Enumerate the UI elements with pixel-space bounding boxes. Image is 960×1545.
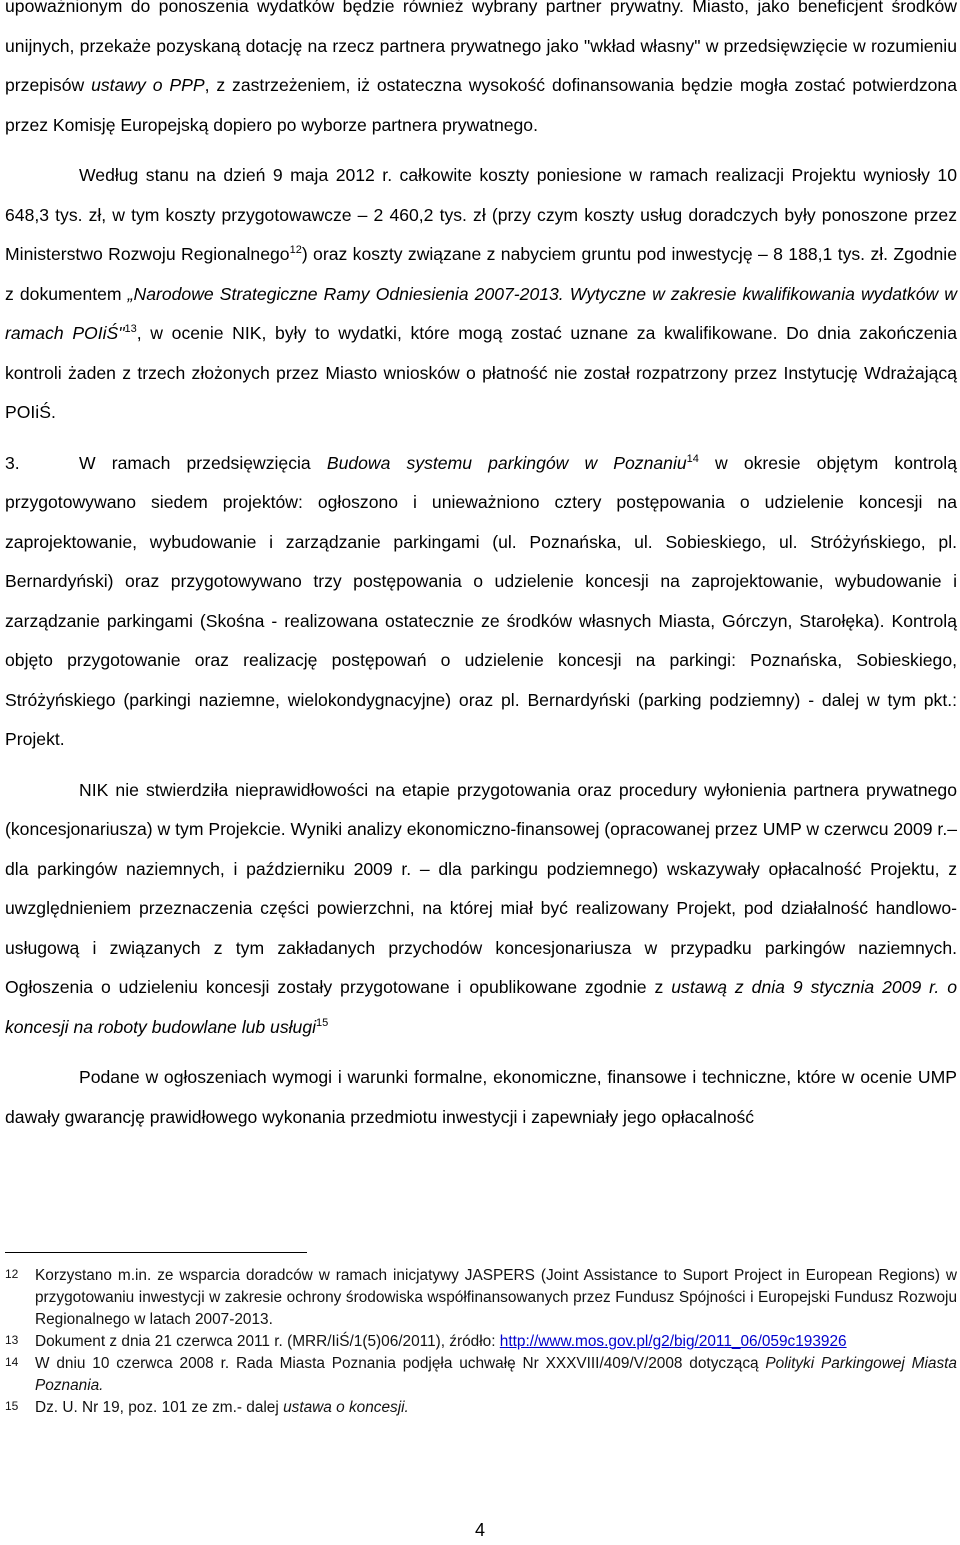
paragraph-requirements [5,1058,957,1137]
footnote-number: 13 [5,1333,19,1347]
footnote-15 [5,1397,957,1419]
text-run: ) oraz koszty związane z nabyciem gruntu pod inwestycję – 8 188,1 tys. zł. Zgodnie z dokumentem [5,244,957,304]
footnote-text-run: Dokument z dnia 21 czerwca 2011 r. (MRR/IiŚ/1(5)06/2011), źródło: [35,1333,500,1350]
paragraph-project-costs [5,156,957,433]
footnote-text: Korzystano m.in. ze wsparcia doradców w ramach inicjatywy JASPERS (Joint Assistance to Suport Project in European Regions) w przygotowaniu inwestycji w zakresie ochrony środowiska współfinansowanych przez Fundusz Spójności i Europejski Fundusz Rozwoju Regionalnego w latach 2007-2013. [35,1267,957,1328]
text-run: Według stanu na dzień 9 maja 2012 r. całkowite koszty poniesione w ramach realizacji Projektu wyniosły 10 648,3 tys. zł, w tym koszty przygotowawcze – 2 460,2 tys. zł (przy czym koszty usług doradczych były ponoszone przez Ministerstwo Rozwoju Regionalnego [5,165,957,264]
footnote-12 [5,1265,957,1331]
footnote-ref-13: 13 [124,323,137,336]
footnote-14 [5,1353,957,1397]
italic-act-reference: ustawy o PPP [91,75,205,95]
text-run: upoważnionym do ponoszenia wydatków będzie również wybrany partner prywatny. Miasto, jako beneficjent środków unijnych, przekaże pozyskaną dotację na rzecz partnera prywatnego jako "wkład własny" w przedsięwzięcie w rozumieniu przepisów [5,0,957,95]
footnote-ref-12: 12 [289,244,302,257]
footnote-13 [5,1331,957,1353]
source-link[interactable]: http://www.mos.gov.pl/g2/big/2011_06/059c193926 [499,1333,847,1350]
footnote-number: 12 [5,1267,19,1281]
footnote-text [35,1353,957,1397]
text-run: w okresie objętym kontrolą przygotowywano siedem projektów: ogłoszono i unieważniono cztery postępowania o udzielenie koncesji na zaprojektowanie, wybudowanie i zarządzanie parkingami (ul. Poznańska, ul. Sobieskiego, ul. Stróżyńskiego, pl. Bernardyński) oraz przygotowywano trzy postępowania o udzielenie koncesji na zaprojektowanie, wybudowanie i zarządzanie parkingami (Skośna - realizowana ostatecznie ze środków własnych Miasta, Górczyn, Starołęka). Kontrolą objęto przygotowanie oraz realizację postępowań o udzielenie koncesji na parkingi: Poznańska, Sobieskiego, Stróżyńskiego (parkingi naziemne, wielokondygnacyjne) oraz pl. Bernardyński (parking podziemny) - dalej w tym pkt.: Projekt. [5,452,958,749]
italic-project-name: Budowa systemu parkingów w Poznaniu [326,452,687,473]
footnote-text-run: W dniu 10 czerwca 2008 r. Rada Miasta Poznania podjęła uchwałę Nr XXXVIII/409/V/2008 dotyczącą [35,1355,766,1372]
paragraph-ppp-contribution [5,0,957,145]
document-body [5,0,957,1137]
footnote-text [35,1331,957,1353]
footnote-number: 14 [5,1355,19,1369]
footnote-separator [5,1252,307,1253]
footnote-number: 15 [5,1399,19,1413]
footnote-italic: Polityki Parkingowej Miasta Poznania. [35,1355,957,1394]
text-run: W ramach przedsięwzięcia [79,452,327,473]
paragraph-parking-system [5,444,957,760]
section-number: 3. [5,452,20,473]
italic-act-reference: ustawą z dnia 9 stycznia 2009 r. o koncesji na roboty budowlane lub usługi [5,977,957,1037]
document-page [5,0,957,1137]
footnote-italic: ustawa o koncesji. [283,1399,409,1416]
text-run: , w ocenie NIK, były to wydatki, które mogą zostać uznane za kwalifikowane. Do dnia zakończenia kontroli żaden z trzech złożonych przez Miasto wniosków o płatność nie został rozpatrzony przez Instytucję Wdrażającą POIiŚ. [5,323,957,422]
text-run: Podane w ogłoszeniach wymogi i warunki formalne, ekonomiczne, finansowe i techniczne, które w ocenie UMP dawały gwarancję prawidłowego wykonania przedmiotu inwestycji i zapewniały jego opłacalność [5,1067,957,1127]
italic-document-title: „Narodowe Strategiczne Ramy Odniesienia 2007-2013. Wytyczne w zakresie kwalifikowania wydatków w ramach POIiŚ" [5,283,957,343]
footnote-text-run: Dz. U. Nr 19, poz. 101 ze zm.- dalej [35,1399,284,1416]
text-run: , z zastrzeżeniem, iż ostateczna wysokość dofinansowania będzie mogła zostać potwierdzona przez Komisję Europejską dopiero po wyborze partnera prywatnego. [5,75,957,135]
footnote-ref-14: 14 [686,452,699,465]
footnote-text [35,1397,957,1419]
text-run: NIK nie stwierdziła nieprawidłowości na etapie przygotowania oraz procedury wyłonienia partnera prywatnego (koncesjonariusza) w tym Projekcie. Wyniki analizy ekonomiczno-finansowej (opracowanej przez UMP w czerwcu 2009 r.– dla parkingów naziemnych, i październiku 2009 r. – dla parkingu podziemnego) wskazywały opłacalność Projektu, z uwzględnieniem przeznaczenia części powierzchni, na której miał być realizowany Projekt, pod działalność handlowo-usługową i związanych z tym zakładanych przychodów koncesjonariusza w przypadku parkingów naziemnych. Ogłoszenia o udzieleniu koncesji zostały przygotowane i opublikowane zgodnie z [5,779,957,997]
page-number: 4 [474,1520,485,1540]
paragraph-nik-findings [5,771,957,1048]
footnote-ref-15: 15 [316,1016,329,1029]
footnotes [5,1265,957,1419]
